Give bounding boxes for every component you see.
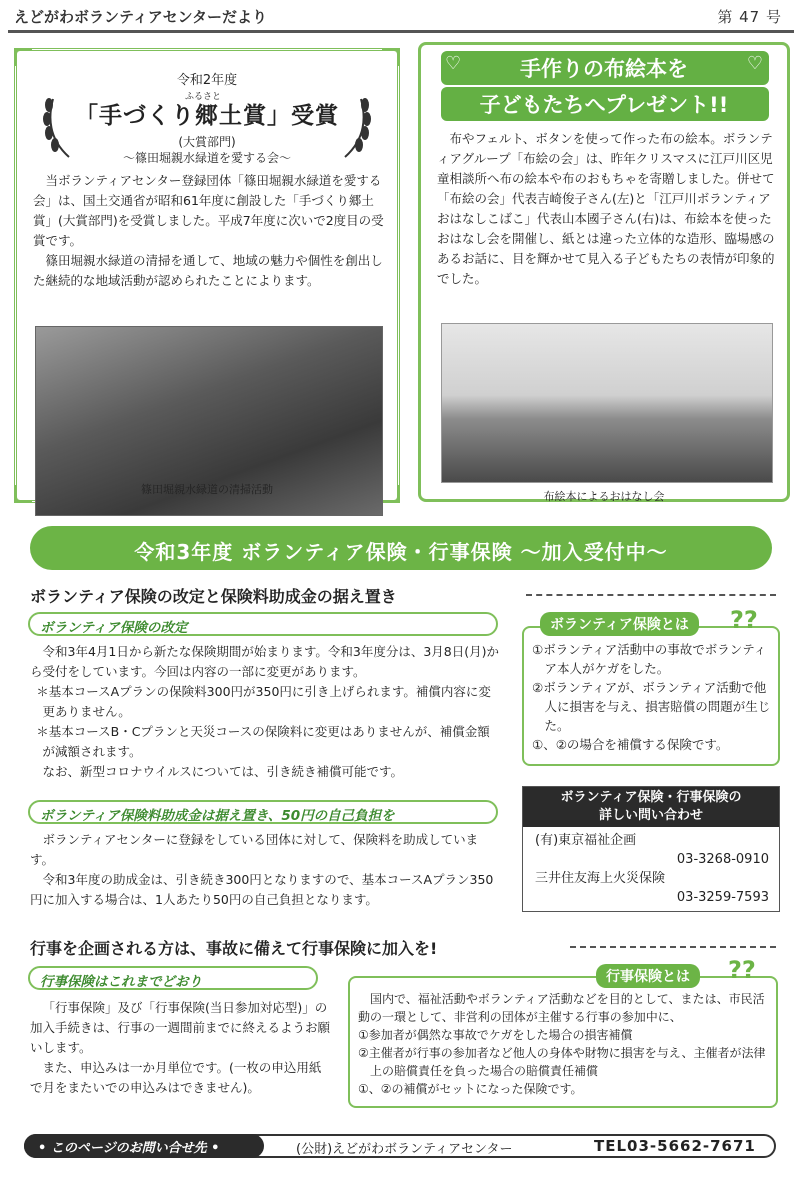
insurance-banner (30, 526, 772, 570)
info-item: ②ボランティアが、ボランティア活動で他人に損害を与え、損害賠償の問題が生じた。 (532, 680, 771, 733)
question-mark-icon: ?? (728, 956, 756, 984)
info-item: 国内で、福祉活動やボランティア活動などを目的として、または、市民活動の一環として、非営利の団体が主催する行事の参加中に、 (358, 992, 765, 1024)
bullet-item: ＊基本コースB・Cプランと天災コースの保険料に変更はありませんが、補償金額が減額されます。 (36, 724, 490, 759)
info-item: ①、②の補償がセットになった保険です。 (358, 1082, 583, 1096)
award-paragraph: 篠田堀親水緑道の清掃を通して、地域の魅力や個性を創出した継続的な地域活動が認められたことによります。 (33, 253, 383, 288)
contact-org: 三井住友海上火災保険 (535, 871, 666, 886)
info-box-tag: 行事保険とは (596, 964, 700, 988)
cloth-body: 布やフェルト、ボタンを使って作った布の絵本。ボランティアグループ「布絵の会」は、昨年クリスマスに江戸川区児童相談所へ布の絵本や布のおもちゃを寄贈しました。併せて「布絵の会」代表吉崎俊子さん(左)と「江戸川ボランティアおはなしこばこ」代表山本國子さん(右)は、布絵本を使ったおはなし会を開催し、紙とは違った立体的な造形、臨場感のあるお話に、目を輝かせて見入る子どもたちの表情が印象的でした。 (437, 131, 775, 286)
contact-tel: 03-3268-0910 (676, 852, 769, 867)
cloth-book-article (418, 42, 790, 502)
subsidy-text (30, 830, 500, 910)
paragraph: なお、新型コロナウイルスについては、引き続き補償可能です。 (42, 764, 404, 779)
heart-icon: ♡ (445, 53, 462, 74)
contact-heading-line: 詳しい問い合わせ (598, 808, 703, 823)
cloth-title-line1: 手作りの布絵本を (520, 57, 688, 81)
page-contact-footer (24, 1134, 776, 1158)
award-article (14, 48, 400, 503)
heart-icon: ♡ (746, 53, 763, 74)
info-item: ②主催者が行事の参加者など他人の身体や財物に損害を与え、主催者が法律上の賠償責任を負った場合の賠償責任補償 (358, 1046, 766, 1078)
paragraph: また、申込みは一か月単位です。(一枚の申込用紙で月をまたいでの申込みはできません)。 (30, 1060, 322, 1095)
corner-decoration (382, 48, 400, 66)
dashed-rule (570, 946, 776, 948)
footer-organization: (公財)えどがわボランティアセンター (296, 1142, 513, 1157)
dashed-rule (526, 594, 776, 596)
header-rule (8, 30, 794, 33)
subheading-text: ボランティア保険料助成金は据え置き、50円の自己負担を (40, 808, 395, 824)
paragraph: 「行事保険」及び「行事保険(当日参加対応型)」の加入手続きは、行事の一週間前までに終えるようお願いします。 (30, 1000, 331, 1055)
award-body (33, 171, 385, 291)
info-box-body (358, 990, 772, 1098)
info-box-tag: ボランティア保険とは (540, 612, 699, 636)
paragraph: ボランティアセンターに登録をしている団体に対して、保険料を助成しています。 (30, 832, 479, 867)
paragraph: 令和3年4月1日から新たな保険期間が始まります。令和3年度分は、3月8日(月)から受付をしています。今回は内容の一部に変更があります。 (30, 644, 499, 679)
info-item: ①、②の場合を補償する保険です。 (532, 737, 729, 752)
subheading-text: ボランティア保険の改定 (40, 620, 188, 636)
event-insurance-text (30, 998, 330, 1098)
bullet-item: ＊基本コースAプランの保険料300円が350円に引き上げられます。補償内容に変更ありません。 (36, 684, 491, 719)
contact-tel: 03-3259-7593 (676, 890, 769, 905)
question-mark-icon: ?? (730, 606, 758, 634)
storytelling-photo (441, 323, 773, 483)
section-heading: 行事を企画される方は、事故に備えて行事保険に加入を! (30, 939, 438, 958)
issue-number: 第 47 号 (717, 8, 782, 26)
subheading-pill (28, 612, 498, 636)
contact-list (535, 831, 769, 907)
photo-caption: 布絵本によるおはなし会 (543, 490, 665, 503)
info-item: ①参加者が偶然な事故でケガをした場合の損害補償 (358, 1028, 633, 1042)
footer-phone: TEL03-5662-7671 (594, 1137, 756, 1155)
award-paragraph: 当ボランティアセンター登録団体「篠田堀親水緑道を愛する会」は、国土交通省が昭和61年度に創設した「手づくり郷土賞」(大賞部門)を受賞しました。平成7年度に次いで2度目の受賞です。 (33, 173, 384, 248)
subheading-pill (28, 800, 498, 824)
award-year: 令和2年度 (176, 73, 238, 88)
photo-caption: 篠田堀親水緑道の清掃活動 (141, 483, 273, 496)
award-category: (大賞部門) (178, 135, 236, 149)
award-title: 「手づくり郷土賞」受賞 (75, 103, 339, 129)
section-heading: ボランティア保険の改定と保険料助成金の据え置き (30, 587, 397, 606)
contact-heading-line: ボランティア保険・行事保険の (560, 790, 742, 805)
banner-text: 令和3年度 ボランティア保険・行事保険 ～加入受付中～ (134, 540, 668, 564)
award-group: ～篠田堀親水緑道を愛する会～ (122, 151, 291, 165)
info-box-body (532, 640, 772, 754)
contact-heading (523, 787, 779, 827)
footer-label: • このページのお問い合せ先 • (24, 1134, 264, 1158)
insurance-revision-text (30, 642, 500, 782)
subheading-text: 行事保険はこれまでどおり (40, 974, 202, 990)
cloth-title-line2: 子どもたちへプレゼント!! (479, 93, 729, 117)
paragraph: 令和3年度の助成金は、引き続き300円となりますので、基本コースAプラン350円に加入する場合は、1人あたり50円の自己負担となります。 (30, 872, 494, 907)
corner-decoration (14, 48, 32, 66)
info-item: ①ボランティア活動中の事故でボランティア本人がケガをした。 (532, 642, 767, 676)
award-ruby: ふるさと (185, 92, 222, 102)
contact-org: (有)東京福祉企画 (535, 833, 637, 848)
contact-box (522, 786, 780, 912)
subheading-pill (28, 966, 318, 990)
newsletter-title: えどがわボランティアセンターだより (14, 8, 268, 26)
